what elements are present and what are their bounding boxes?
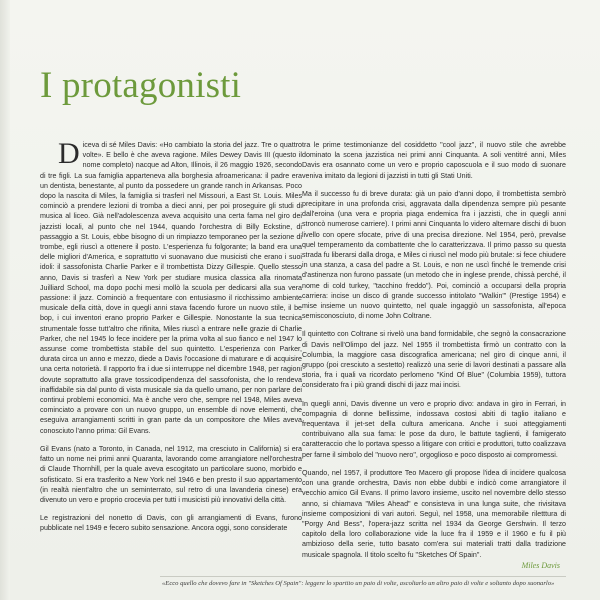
left-paragraph-1-text: iceva di sé Miles Davis: «Ho cambiato la storia del jazz. Tre o quattro volte». E bello è che aveva ragione. Miles Dewey Davis III (questo il nome completo) nacque ad Alton, Illinois, il 26 maggio 1926, secondo di tre figli. La sua famiglia apparteneva alla borghesia afroamericana: il padre era un dentista, benestante, al punto da possedere un grande ranch in Arkansas. Poco dopo la nascita di Miles, la famiglia si trasferì nel Missouri, a East St. Louis. Miles cominciò a prendere lezioni di tromba a dieci anni, per poi proseguire gli studi di musica al liceo. Già nell'adolescenza aveva acquisito una certa fama nel giro dei jazzisti locali, al punto che nel 1944, quando l'orchestra di Billy Eckstine, di passaggio a St. Louis, ebbe bisogno di un rimpiazzo temporaneo per la sezione di trombe, egli riuscì a ottenere il posto. L'esperienza fu folgorante; la band era una delle migliori d'America, e soprattutto vi suonavano due musicisti che erano i suoi idoli: il sassofonista Charlie Parker e il trombettista Dizzy Gillespie. Quello stesso anno, Davis si trasferì a New York per studiare musica classica alla rinomata Juilliard School, ma dopo pochi mesi mollò la scuola per dedicarsi alla sua vera passione: il jazz. Cominciò a frequentare con entusiasmo il ricchissimo ambiente musicale della città, dove in quegli anni stava facendo furore un nuovo stile, il be bop, i cui inventori erano proprio Parker e Gillespie. Nonostante la sua tecnica strumentale fosse tutt'altro che rifinita, Miles riuscì a entrare nelle grazie di Charlie Parker, che nel 1945 lo fece incidere per la prima volta al suo fianco e nel 1947 lo assunse come trombettista stabile del suo quintetto. L'esperienza con Parker, durata circa un anno e mezzo, diede a Davis l'occasione di maturare e di acquisire una certa notorietà. Il rapporto fra i due si interruppe nel dicembre 1948, per ragioni dovute soprattutto alla grave tossicodipendenza del sassofonista, che lo rendeva inaffidabile sia dal punto di vista musicale sia da quello umano, per non parlare dei continui problemi economici. Ma è anche vero che, sempre nel 1948, Miles aveva cominciato a provare con un nuovo gruppo, un ensemble di nove elementi, che eseguiva arrangiamenti scritti in gran parte da un compositore che Miles aveva conosciuto l'anno prima: Gil Evans. — [40, 141, 302, 435]
photo-caption-quote: «Ecco quello che dovevo fare in "Sketches Of Spain": leggere lo spartito un paio di volte, ascoltarlo un altro paio di volte e soltanto dopo suonarlo» — [162, 580, 555, 587]
page-title: I protagonisti — [40, 65, 242, 106]
left-paragraph-3: Le registrazioni del nonetto di Davis, con gli arrangiamenti di Evans, furono pubblicate nel 1949 e fecero subito sensazione. Ancora oggi, sono considerate — [40, 514, 302, 533]
right-paragraph-2: Ma il successo fu di breve durata: già un paio d'anni dopo, il trombettista sembrò precipitare in una profonda crisi, aggravata dalla dipendenza sempre più pesante dall'eroina (una vera e propria piaga endemica fra i jazzisti, che in quegli anni stroncò numerose carriere). I primi anni Cinquanta lo videro alternare dischi di buon livello con opere sfocate, prive di una precisa direzione. Nel 1954, però, prevalse quel temperamento da combattente che lo caratterizzava. Il primo passo su questa strada fu liberarsi dalla droga, e Miles ci riuscì nel modo più brutale: si fece chiudere in una stanza, a casa del padre a St. Louis, e non ne uscì finché le tremende crisi d'astinenza non furono passate (un metodo che in inglese prende, chissà perché, il nome di cold turkey, "tacchino freddo"). Poi, cominciò a occuparsi della propria carriera: incise un disco di grande successo intitolato "Walkin'" (Prestige 1954) e mise insieme un nuovo quintetto, nel quale ingaggiò un sassofonista, all'epoca semisconosciuto, di nome John Coltrane. — [302, 189, 566, 321]
right-paragraph-1: tra le prime testimonianze del cosiddetto "cool jazz", il nuovo stile che avrebbe dominato la scena jazzistica nei primi anni Cinquanta. A soli ventitré anni, Miles Davis era osannato come un vero e proprio caposcuola e il suo modo di suonare veniva imitato da legioni di jazzisti in tutti gli Stati Uniti. — [302, 141, 566, 180]
page-spine-shadow — [0, 0, 10, 600]
drop-cap: D — [58, 137, 80, 170]
caption-divider — [160, 576, 566, 577]
right-text-column — [302, 140, 566, 568]
right-paragraph-5: Quando, nel 1957, il produttore Teo Macero gli propose l'idea di incidere qualcosa con una grande orchestra, Davis non ebbe dubbi e indicò come arrangiatore il vecchio amico Gil Evans. Il primo lavoro insieme, uscito nel novembre dello stesso anno, si chiamava "Miles Ahead" e consisteva in una lunga suite, che rivisitava insieme composizioni di vari autori. Seguì, nel 1958, una memorabile riletttura di "Porgy And Bess", l'opera-jazz scritta nel 1934 da George Gershwin. Il terzo capitolo della loro collaborazione vide la luce fra il 1959 e il 1960 e fu il più ambizioso della serie, tutto basato com'era sui materiali tratti dalla tradizione musicale spagnola. Il titolo scelto fu "Sketches Of Spain". — [302, 468, 566, 559]
left-text-column — [40, 137, 302, 542]
right-paragraph-3: Il quintetto con Coltrane si rivelò una band formidabile, che segnò la consacrazione di Davis nell'Olimpo del jazz. Nel 1955 il trombettista firmò un contratto con la Columbia, la maggiore casa discografica americana; nel giro di cinque anni, il gruppo (poi cresciuto a sestetto) realizzò una serie di lavori destinati a passare alla storia, fra i quali va ricordato perlomeno "Kind Of Blue" (Columbia 1959), tuttora considerato fra i più grandi dischi di jazz mai incisi. — [302, 330, 566, 390]
caption-person-name: Miles Davis — [521, 561, 560, 570]
right-paragraph-4: In quegli anni, Davis divenne un vero e proprio divo: andava in giro in Ferrari, in compagnia di donne bellissime, indossava costosi abiti di taglio italiano e frequentava il jet-set della cultura americana. Anche i suoi atteggiamenti contribuivano alla sua fama: le pose da duro, le battute taglienti, il famigerato caratteraccio che lo portava spesso a litigare con critici e produttori, tutto coalizzava per farne il simbolo del "nuovo nero", orgoglioso e poco disposto ai compromessi. — [302, 399, 566, 459]
left-paragraph-2: Gil Evans (nato a Toronto, in Canada, nel 1912, ma cresciuto in California) si era fatto un nome nei primi anni Quaranta, lavorando come arrangiatore nell'orchestra di Claude Thornhill, per la quale aveva escogitato un particolare suono, morbido e sofisticato. Si era trasferito a New York nel 1946 e ben presto il suo appartamento (in realtà nient'altro che un seminterrato, sul retro di una lavanderia cinese) era divenuto un vero e proprio crocevia per tutti i musicisti più innovativi della città. — [40, 444, 302, 504]
left-paragraph-1 — [40, 137, 302, 436]
